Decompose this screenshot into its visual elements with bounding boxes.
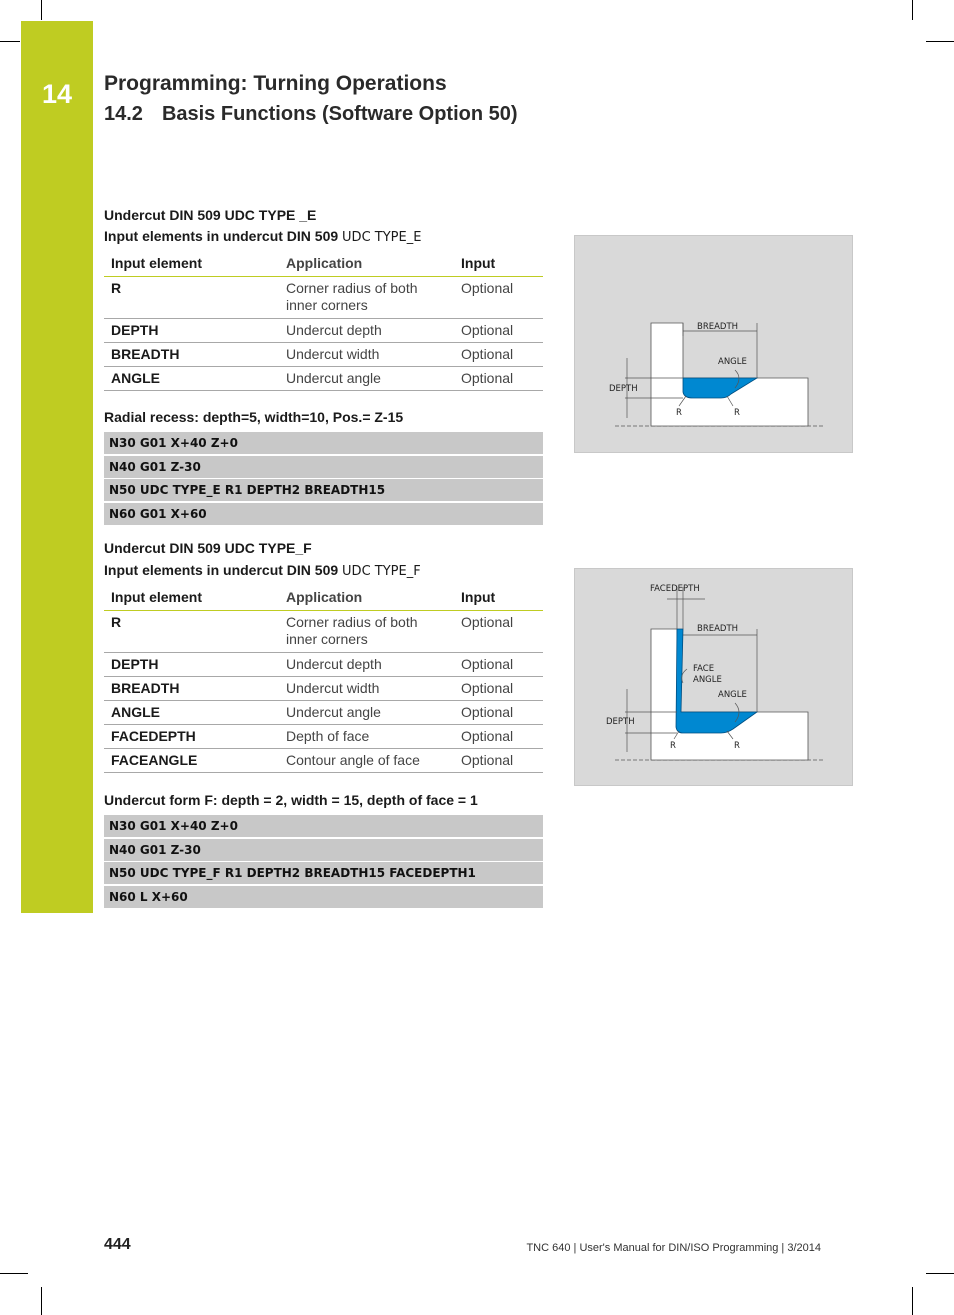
crop-mark (926, 1273, 954, 1274)
col-header-application: Application (279, 584, 454, 611)
cell-application: Undercut depth (279, 319, 454, 343)
label-face-angle: ANGLE (693, 675, 722, 685)
type-f-subheading (104, 562, 543, 579)
col-header-element: Input element (104, 250, 279, 277)
cell-element: DEPTH (104, 319, 279, 343)
undercut-f-diagram (575, 569, 852, 785)
cell-element: FACEANGLE (104, 749, 279, 773)
col-header-application: Application (279, 250, 454, 277)
table-row (104, 749, 543, 773)
label-facedepth: FACEDEPTH (650, 584, 700, 594)
cell-application: Depth of face (279, 725, 454, 749)
code-line: N50 UDC TYPE_E R1 DEPTH2 BREADTH15 (104, 479, 543, 501)
type-f-figure (574, 568, 853, 786)
cell-application: Corner radius of both inner corners (279, 277, 454, 319)
table-header-row (104, 584, 543, 611)
subheading-code: UDC TYPE_E (342, 230, 422, 245)
code-line: N40 G01 Z-30 (104, 456, 543, 478)
type-f-heading: Undercut DIN 509 UDC TYPE_F (104, 540, 312, 556)
type-f-example-heading: Undercut form F: depth = 2, width = 15, depth of face = 1 (104, 792, 478, 808)
chapter-number: 14 (41, 79, 73, 109)
cell-element: BREADTH (104, 677, 279, 701)
table-row (104, 677, 543, 701)
cell-element: ANGLE (104, 701, 279, 725)
cell-input: Optional (454, 653, 543, 677)
label-r1: R (676, 408, 682, 418)
label-r2: R (734, 408, 740, 418)
label-r2: R (734, 741, 740, 751)
label-angle: ANGLE (718, 690, 747, 700)
subheading-text: Input elements in undercut DIN 509 (104, 228, 339, 244)
code-line: N50 UDC TYPE_F R1 DEPTH2 BREADTH15 FACEDEPTH1 (104, 862, 543, 884)
label-depth: DEPTH (609, 384, 638, 394)
subheading-text: Input elements in undercut DIN 509 (104, 562, 339, 578)
table-row (104, 277, 543, 319)
cell-input: Optional (454, 277, 543, 319)
code-line: N40 G01 Z-30 (104, 839, 543, 861)
type-e-example-heading: Radial recess: depth=5, width=10, Pos.= Z-15 (104, 409, 404, 425)
label-r1: R (670, 741, 676, 751)
cell-application: Corner radius of both inner corners (279, 611, 454, 653)
table-row (104, 367, 543, 391)
chapter-title: Programming: Turning Operations (104, 72, 447, 95)
cell-element: R (104, 277, 279, 319)
crop-mark (0, 1273, 28, 1274)
undercut-e-diagram (575, 236, 852, 452)
section-name: Basis Functions (Software Option 50) (161, 103, 518, 125)
footer-text: TNC 640 | User's Manual for DIN/ISO Programming | 3/2014 (526, 1242, 821, 1254)
cell-application: Undercut width (279, 677, 454, 701)
cell-application: Undercut angle (279, 701, 454, 725)
table-row (104, 653, 543, 677)
crop-mark (912, 0, 913, 20)
cell-input: Optional (454, 725, 543, 749)
code-line: N60 L X+60 (104, 886, 543, 908)
cell-element: ANGLE (104, 367, 279, 391)
label-breadth: BREADTH (697, 624, 739, 634)
type-e-section (104, 207, 543, 526)
type-e-input-table (104, 250, 543, 391)
table-row (104, 701, 543, 725)
crop-mark (912, 1287, 913, 1315)
section-number: 14.2 (104, 103, 143, 125)
table-row (104, 319, 543, 343)
cell-input: Optional (454, 749, 543, 773)
table-row (104, 725, 543, 749)
type-f-input-table (104, 584, 543, 773)
code-line: N30 G01 X+40 Z+0 (104, 432, 543, 454)
label-depth: DEPTH (606, 717, 635, 727)
crop-mark (41, 0, 42, 20)
col-header-element: Input element (104, 584, 279, 611)
table-row (104, 611, 543, 653)
section-title (104, 103, 518, 126)
type-f-section (104, 540, 543, 909)
cell-element: FACEDEPTH (104, 725, 279, 749)
cell-input: Optional (454, 343, 543, 367)
col-header-input: Input (454, 584, 543, 611)
cell-application: Undercut width (279, 343, 454, 367)
cell-input: Optional (454, 611, 543, 653)
code-line: N30 G01 X+40 Z+0 (104, 815, 543, 837)
cell-application: Contour angle of face (279, 749, 454, 773)
chapter-sidebar (21, 21, 93, 913)
type-e-figure (574, 235, 853, 453)
table-header-row (104, 250, 543, 277)
code-line: N60 G01 X+60 (104, 503, 543, 525)
page-number: 444 (104, 1236, 131, 1253)
label-angle: ANGLE (718, 357, 747, 367)
table-row (104, 343, 543, 367)
label-breadth: BREADTH (697, 322, 739, 332)
cell-element: R (104, 611, 279, 653)
cell-input: Optional (454, 319, 543, 343)
subheading-code: UDC TYPE_F (342, 564, 421, 579)
crop-mark (926, 41, 954, 42)
cell-element: BREADTH (104, 343, 279, 367)
cell-input: Optional (454, 677, 543, 701)
col-header-input: Input (454, 250, 543, 277)
crop-mark (41, 1287, 42, 1315)
type-e-subheading (104, 228, 543, 245)
cell-input: Optional (454, 367, 543, 391)
crop-mark (0, 41, 20, 42)
type-e-heading: Undercut DIN 509 UDC TYPE _E (104, 207, 317, 223)
cell-application: Undercut angle (279, 367, 454, 391)
cell-application: Undercut depth (279, 653, 454, 677)
cell-input: Optional (454, 701, 543, 725)
cell-element: DEPTH (104, 653, 279, 677)
label-face: FACE (693, 664, 715, 674)
